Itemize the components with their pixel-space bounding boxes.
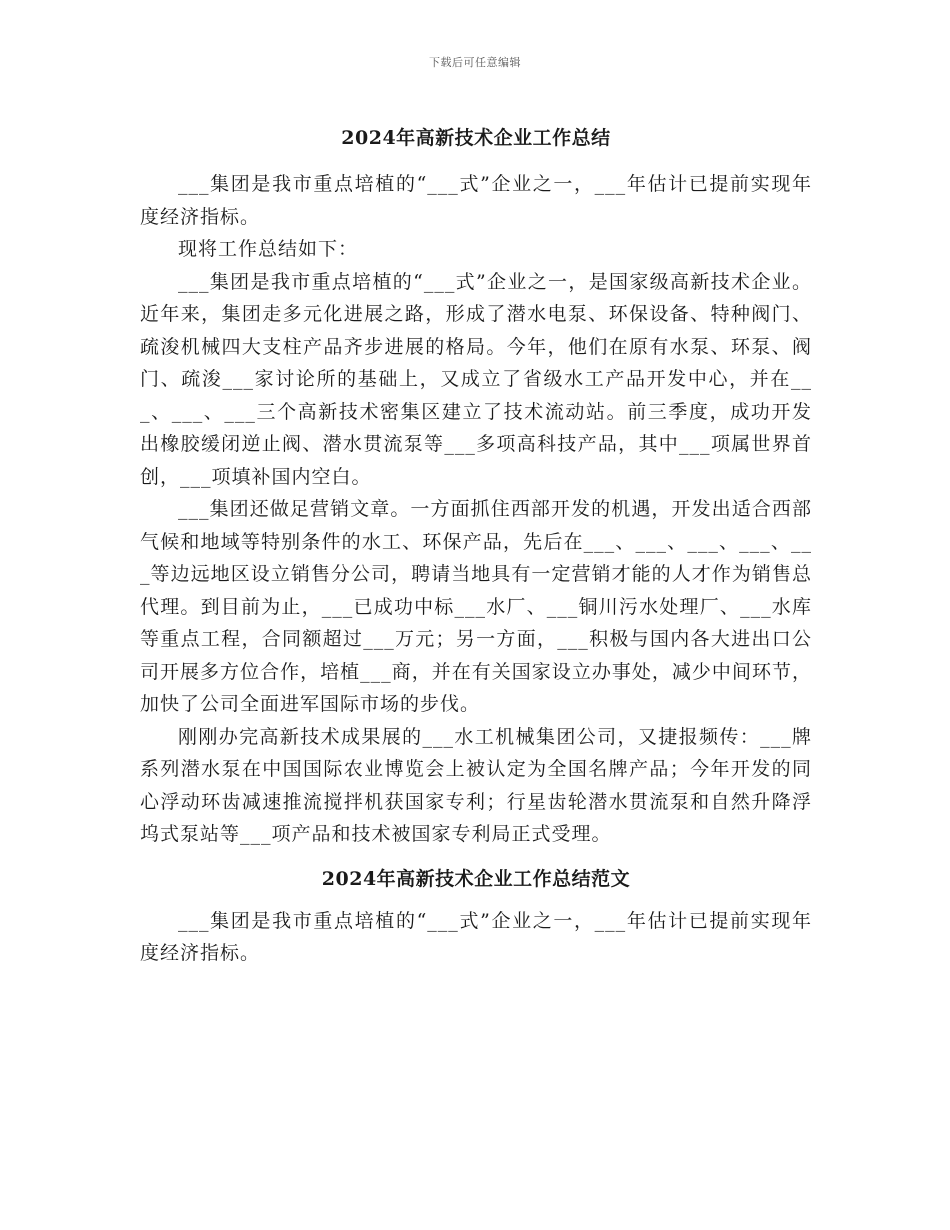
- document-title: 2024年高新技术企业工作总结: [341, 127, 611, 149]
- section-title-template: 2024年高新技术企业工作总结范文: [321, 867, 631, 890]
- paragraph-achievements: 刚刚办完高新技术成果展的___水工机械集团公司，又捷报频传：___牌系列潜水泵在中国国际农业博览会上被认定为全国名牌产品；今年开发的同心浮动环齿减速推流搅拌机获国家专利；行星齿轮潜水贯流泵和自然升降浮坞式泵站等___项产品和技术被国家专利局正式受理。: [140, 725, 812, 845]
- paragraph-marketing: ___集团还做足营销文章。一方面抓住西部开发的机遇，开发出适合西部气候和地域等特别条件的水工、环保产品，先后在___、___、___、___、___等边远地区设立销售分公司，聘请当地具有一定营销才能的人才作为销售总代理。到目前为止，___已成功中标___水厂、___铜川污水处理厂、___水库等重点工程，合同额超过___万元；另一方面，___积极与国内各大进出口公司开展多方位合作，培植___商，并在有关国家设立办事处，减少中间环节，加快了公司全面进军国际市场的步伐。: [140, 498, 812, 715]
- paragraph-template-intro: ___集团是我市重点培植的“___式”企业之一，___年估计已提前实现年度经济指标。: [140, 909, 812, 964]
- paragraph-rnd: ___集团是我市重点培植的“___式”企业之一，是国家级高新技术企业。近年来，集团走多元化进展之路，形成了潜水电泵、环保设备、特种阀门、疏浚机械四大支柱产品齐步进展的格局。今年，他们在原有水泵、环泵、阀门、疏浚___家讨论所的基础上，又成立了省级水工产品开发中心，并在___、___、___三个高新技术密集区建立了技术流动站。前三季度，成功开发出橡胶缓闭逆止阀、潜水贯流泵等___多项高科技产品，其中___项属世界首创，___项填补国内空白。: [140, 270, 812, 488]
- paragraph-intro: ___集团是我市重点培植的“___式”企业之一，___年估计已提前实现年度经济指标。: [140, 173, 812, 228]
- header-note: 下载后可任意编辑: [429, 56, 521, 69]
- document-body: [140, 118, 812, 970]
- paragraph-summary-lead: 现将工作总结如下：: [178, 238, 359, 260]
